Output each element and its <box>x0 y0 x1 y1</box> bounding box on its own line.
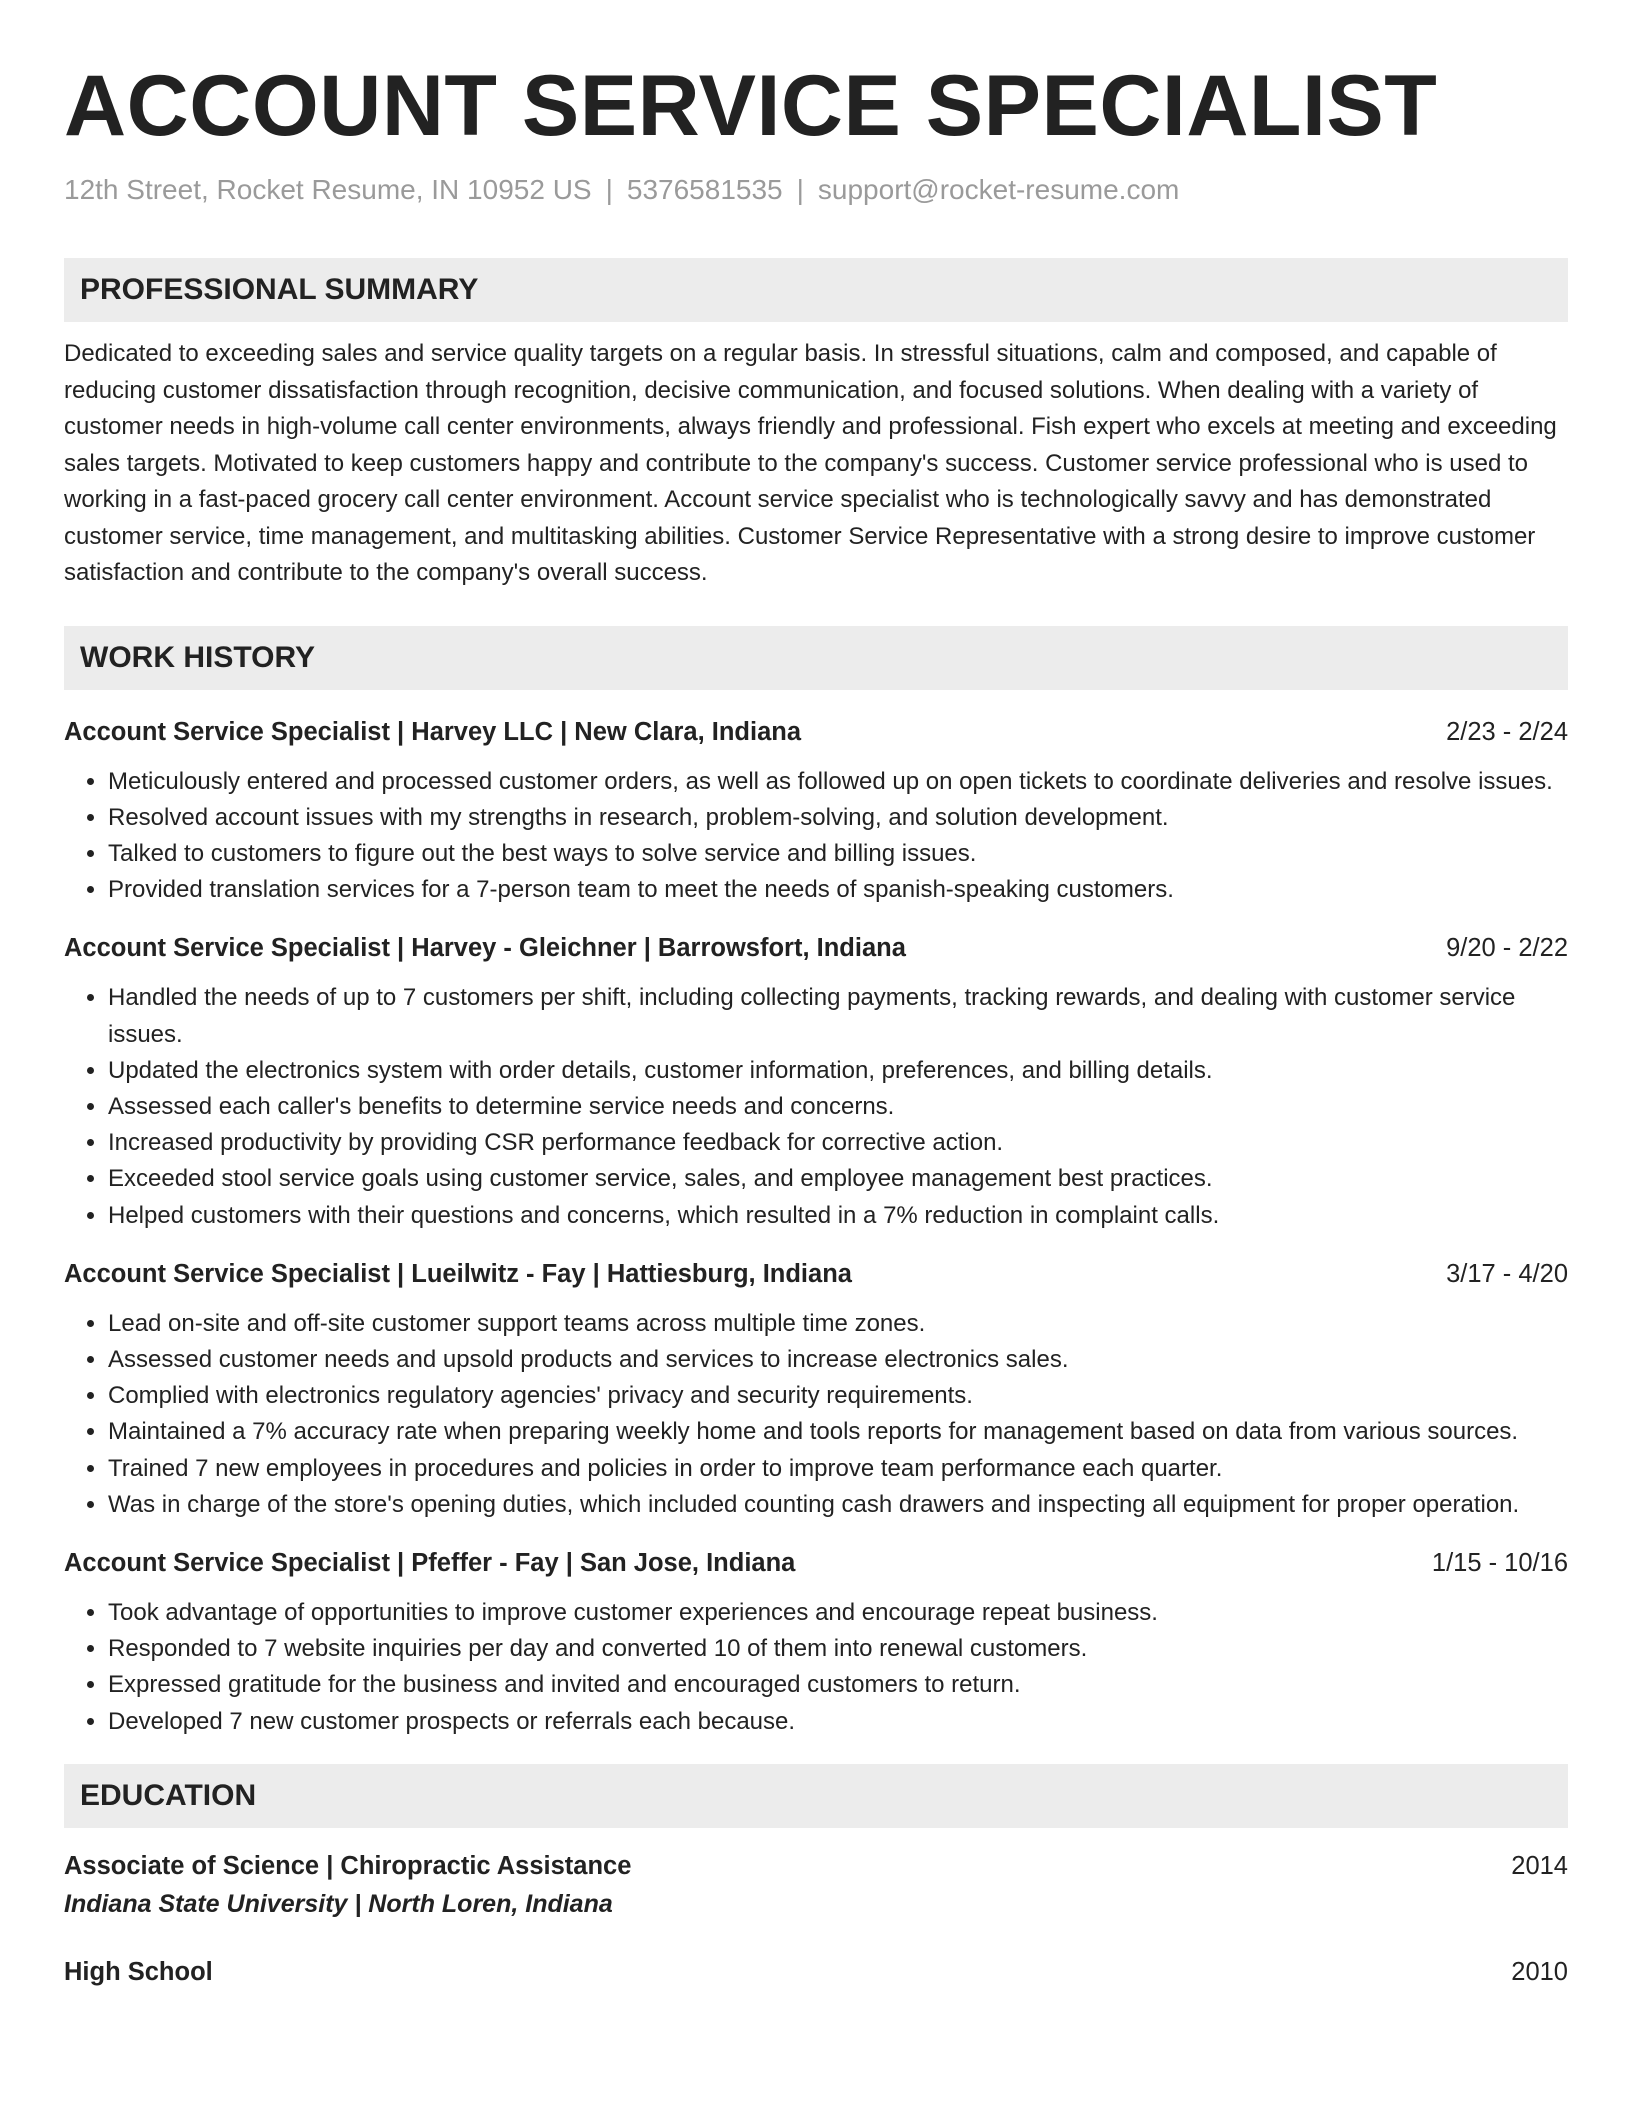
education-year: 2010 <box>1511 1957 1568 1986</box>
job-bullet: • Lead on-site and off-site customer support teams across multiple time zones. <box>108 1306 1568 1342</box>
education-entry <box>64 1954 1568 1990</box>
education-year: 2014 <box>1511 1851 1568 1880</box>
job-dates: 3/17 - 4/20 <box>1446 1259 1568 1288</box>
education-header <box>64 1954 1568 1990</box>
job-bullet: • Provided translation services for a 7-person team to meet the needs of spanish-speaking customers. <box>108 872 1568 908</box>
job-bullet: • Maintained a 7% accuracy rate when preparing weekly home and tools reports for management based on data from various sources. <box>108 1414 1568 1450</box>
job-bullet: • Took advantage of opportunities to improve customer experiences and encourage repeat business. <box>108 1595 1568 1631</box>
job-bullet: • Talked to customers to figure out the best ways to solve service and billing issues. <box>108 836 1568 872</box>
education-degree: High School <box>64 1957 213 1986</box>
job-bullet: • Increased productivity by providing CSR performance feedback for corrective action. <box>108 1125 1568 1161</box>
education-degree: Associate of Science | Chiropractic Assistance <box>64 1851 632 1880</box>
job-title: Account Service Specialist | Harvey LLC | New Clara, Indiana <box>64 717 802 746</box>
job-bullet: • Resolved account issues with my strengths in research, problem-solving, and solution development. <box>108 800 1568 836</box>
job-title: Account Service Specialist | Lueilwitz - Fay | Hattiesburg, Indiana <box>64 1259 852 1288</box>
job-header <box>64 1256 1568 1292</box>
contact-separator: | <box>796 174 804 205</box>
section-header-work-history: WORK HISTORY <box>64 626 1568 690</box>
job-dates: 9/20 - 2/22 <box>1446 934 1568 963</box>
job-bullet: • Assessed each caller's benefits to determine service needs and concerns. <box>108 1089 1568 1125</box>
job-bullet: • Complied with electronics regulatory agencies' privacy and security requirements. <box>108 1378 1568 1414</box>
job-header <box>64 930 1568 966</box>
job-title: Account Service Specialist | Harvey - Gleichner | Barrowsfort, Indiana <box>64 934 906 963</box>
summary-text: Dedicated to exceeding sales and service quality targets on a regular basis. In stressful situations, calm and composed, and capable of reducing customer dissatisfaction through recognition, decisive communication, and focused solutions. When dealing with a variety of customer needs in high-volume call center environments, always friendly and professional. Fish expert who excels at meeting and exceeding sales targets. Motivated to keep customers happy and contribute to the company's success. Customer service professional who is used to working in a fast-paced grocery call center environment. Account service specialist who is technologically savvy and has demonstrated customer service, time management, and multitasking abilities. Customer Service Representative with a strong desire to improve customer satisfaction and contribute to the company's overall success. <box>64 340 1557 586</box>
job-bullet: • Was in charge of the store's opening duties, which included counting cash drawers and inspecting all equipment for proper operation. <box>108 1487 1568 1523</box>
job-bullet: • Meticulously entered and processed customer orders, as well as followed up on open tickets to coordinate deliveries and resolve issues. <box>108 764 1568 800</box>
job-title: Account Service Specialist | Pfeffer - Fay | San Jose, Indiana <box>64 1548 796 1577</box>
job-bullets <box>64 1306 1568 1523</box>
job-bullet: • Trained 7 new employees in procedures and policies in order to improve team performance each quarter. <box>108 1451 1568 1487</box>
section-header-education: EDUCATION <box>64 1764 1568 1828</box>
job-bullets <box>64 764 1568 909</box>
job-bullet: • Exceeded stool service goals using customer service, sales, and employee management best practices. <box>108 1161 1568 1197</box>
job-bullet: • Handled the needs of up to 7 customers per shift, including collecting payments, tracking rewards, and dealing with customer service issues. <box>108 980 1568 1052</box>
contact-email: support@rocket-resume.com <box>817 174 1180 205</box>
job-entry <box>64 1545 1568 1740</box>
education-entry <box>64 1848 1568 1924</box>
education-school: Indiana State University | North Loren, Indiana <box>64 1889 613 1918</box>
job-bullet: • Expressed gratitude for the business and invited and encouraged customers to return. <box>108 1667 1568 1703</box>
job-bullet: • Developed 7 new customer prospects or referrals each because. <box>108 1704 1568 1740</box>
contact-phone: 5376581535 <box>626 174 783 205</box>
job-entry <box>64 1256 1568 1523</box>
job-entry <box>64 714 1568 909</box>
job-entry <box>64 930 1568 1233</box>
contact-line <box>64 172 1568 208</box>
section-header-summary: PROFESSIONAL SUMMARY <box>64 258 1568 322</box>
job-header <box>64 714 1568 750</box>
contact-address: 12th Street, Rocket Resume, IN 10952 US <box>64 174 592 205</box>
contact-separator: | <box>605 174 613 205</box>
job-bullet: • Helped customers with their questions and concerns, which resulted in a 7% reduction in complaint calls. <box>108 1198 1568 1234</box>
job-bullet: • Responded to 7 website inquiries per day and converted 10 of them into renewal customers. <box>108 1631 1568 1667</box>
job-bullet: • Updated the electronics system with order details, customer information, preferences, and billing details. <box>108 1053 1568 1089</box>
education-header <box>64 1848 1568 1884</box>
job-bullets <box>64 1595 1568 1740</box>
job-dates: 2/23 - 2/24 <box>1446 717 1568 746</box>
job-dates: 1/15 - 10/16 <box>1431 1548 1568 1577</box>
candidate-title: ACCOUNT SERVICE SPECIALIST <box>64 58 1438 154</box>
job-bullets <box>64 980 1568 1233</box>
job-bullet: • Assessed customer needs and upsold products and services to increase electronics sales. <box>108 1342 1568 1378</box>
job-header <box>64 1545 1568 1581</box>
